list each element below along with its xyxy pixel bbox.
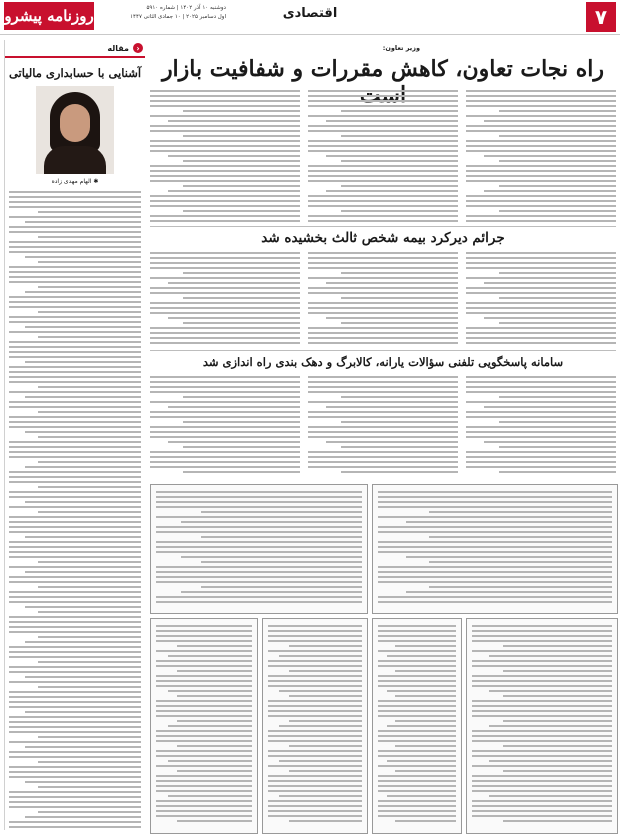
date-line-2: اول دسامبر ۲۰۲۵ | ۱۰ جمادی الثانی ۱۴۴۷	[130, 14, 226, 20]
story-2-body-col-3	[150, 252, 300, 347]
story-2-body-col-2	[308, 252, 458, 347]
story-2-headline: جرائم دیرکرد بیمه شخص ثالث بخشیده شد	[261, 230, 505, 246]
newspaper-logo: روزنامه پیشرو	[4, 2, 94, 30]
story-3-body-col-2	[308, 376, 458, 476]
divider	[150, 226, 616, 227]
story-3-body-col-3	[150, 376, 300, 476]
notice-box	[372, 618, 462, 834]
main-body-col-1	[466, 90, 616, 225]
opinion-body	[5, 191, 145, 828]
main-headline: راه نجات تعاون، کاهش مقررات و شفافیت بازار	[161, 56, 605, 82]
section-title: اقتصادی	[282, 6, 338, 21]
notice-box	[372, 484, 618, 614]
divider	[150, 350, 616, 351]
main-body-col-3	[150, 90, 300, 225]
notice-box	[262, 618, 368, 834]
page-number: ۷	[586, 2, 616, 32]
author-name: ✱ الهام مهدی زاده	[51, 178, 99, 185]
opinion-column	[4, 40, 145, 830]
notice-box	[466, 618, 618, 834]
issue-date	[96, 4, 226, 22]
main-kicker: وزیر تعاون:	[382, 44, 420, 52]
opinion-title: آشنایی با حسابداری مالیاتی	[8, 66, 142, 80]
arrow-icon: ‹	[133, 43, 143, 53]
main-body-col-2	[308, 90, 458, 225]
author-photo	[36, 86, 114, 174]
opinion-label	[5, 40, 145, 58]
story-3-body-col-1	[466, 376, 616, 476]
notice-box	[150, 618, 258, 834]
opinion-section-label: مقاله	[107, 43, 129, 53]
notice-box	[150, 484, 368, 614]
page-header	[0, 0, 620, 35]
story-3-headline: سامانه پاسخگویی تلفنی سؤالات یارانه، کالابرگ و دهک بندی راه اندازی شد	[202, 355, 564, 369]
date-line-1: دوشنبه ۱۰ آذر ۱۴۰۲ | شماره ۵۹۱۰	[146, 5, 226, 11]
story-2-body-col-1	[466, 252, 616, 347]
